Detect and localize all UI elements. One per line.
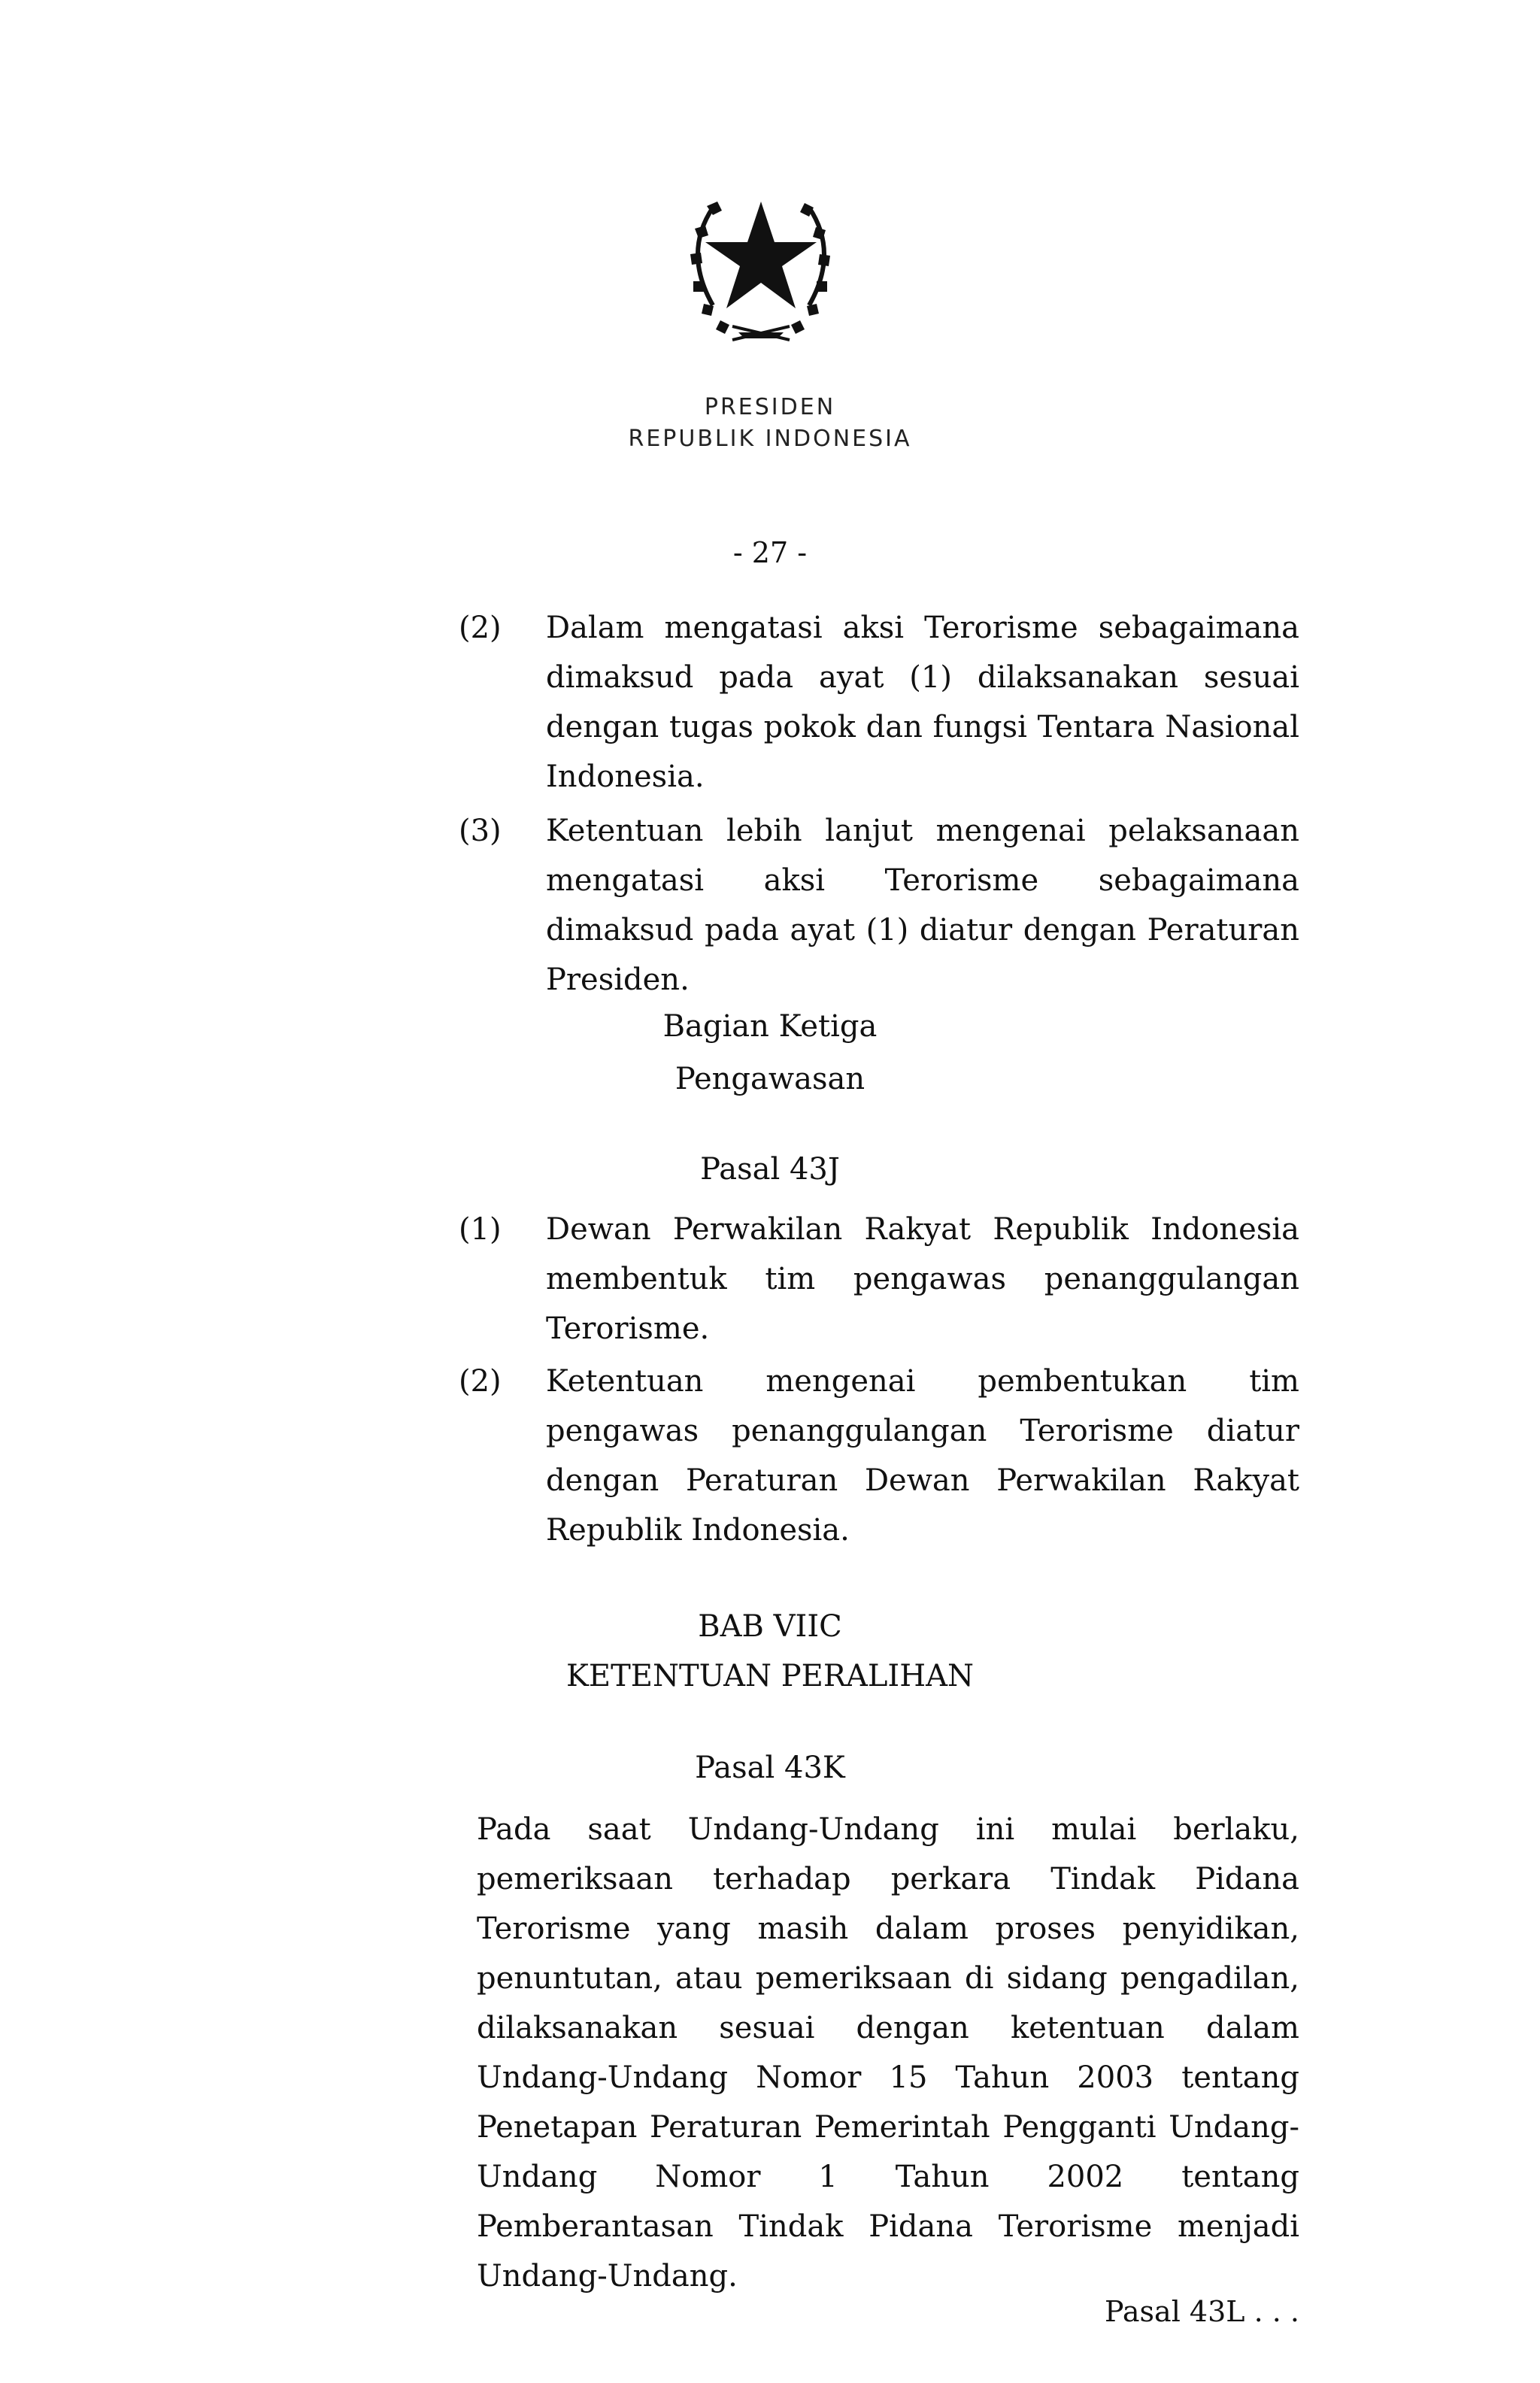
item-number: (3) bbox=[459, 814, 502, 848]
item-text: Ketentuan mengenai pembentukan tim pengawas penanggulangan Terorisme diatur dengan Peraturan Dewan Perwakilan Rakyat Republik Indonesia. bbox=[546, 1364, 1299, 1548]
bagian-subtitle: Pengawasan bbox=[675, 1062, 865, 1096]
item-text: Dewan Perwakilan Rakyat Republik Indonesia membentuk tim pengawas penanggulangan Terorisme. bbox=[546, 1212, 1299, 1346]
pasal-43k-paragraph: Pada saat Undang-Undang ini mulai berlaku, pemeriksaan terhadap perkara Tindak Pidana Terorisme yang masih dalam proses penyidikan, penuntutan, atau pemeriksaan di sidang pengadilan, dilaksanakan sesuai dengan ketentuan dalam Undang-Undang Nomor 15 Tahun 2003 tentang Penetapan Peraturan Pemerintah Pengganti Undang-Undang Nomor 1 Tahun 2002 tentang Pemberantasan Tindak Pidana Terorisme menjadi Undang-Undang. bbox=[477, 1812, 1299, 2294]
bab-subtitle: KETENTUAN PERALIHAN bbox=[566, 1659, 974, 1693]
item-text: Dalam mengatasi aksi Terorisme sebagaimana dimaksud pada ayat (1) dilaksanakan sesuai dengan tugas pokok dan fungsi Tentara Nasional Indonesia. bbox=[546, 611, 1299, 794]
bab-title: BAB VIIC bbox=[698, 1609, 842, 1644]
pasal-43k-title: Pasal 43K bbox=[695, 1751, 845, 1785]
next-page-reference: Pasal 43L . . . bbox=[1105, 2295, 1299, 2328]
bagian-title: Bagian Ketiga bbox=[662, 1009, 878, 1044]
pasal-43j-title: Pasal 43J bbox=[700, 1152, 840, 1187]
item-text: Ketentuan lebih lanjut mengenai pelaksanaan mengatasi aksi Terorisme sebagaimana dimaksud pada ayat (1) diatur dengan Peraturan Presiden. bbox=[546, 814, 1299, 997]
page-number: - 27 - bbox=[732, 536, 808, 569]
header-title-republik: REPUBLIK INDONESIA bbox=[628, 426, 912, 452]
header-title-presiden: PRESIDEN bbox=[704, 394, 836, 420]
garuda-star-emblem-icon bbox=[660, 155, 862, 356]
item-number: (1) bbox=[459, 1212, 502, 1247]
item-number: (2) bbox=[459, 1364, 502, 1399]
item-number: (2) bbox=[459, 611, 502, 645]
